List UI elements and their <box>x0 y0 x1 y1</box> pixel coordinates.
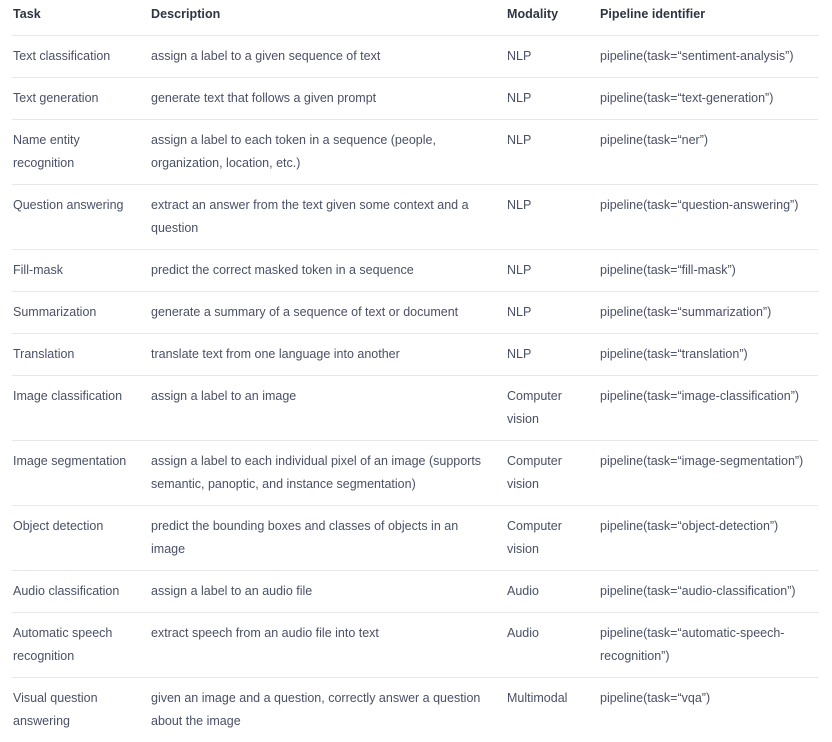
cell-modality: NLP <box>506 36 599 78</box>
cell-task: Text generation <box>12 78 150 120</box>
cell-pipeline: pipeline(task=“translation”) <box>599 334 818 376</box>
cell-pipeline: pipeline(task=“sentiment-analysis”) <box>599 36 818 78</box>
cell-task: Visual question answering <box>12 678 150 742</box>
cell-pipeline: pipeline(task=“audio-classification”) <box>599 571 818 613</box>
column-header-pipeline-identifier: Pipeline identifier <box>599 6 818 36</box>
cell-description: assign a label to a given sequence of text <box>150 36 506 78</box>
cell-pipeline: pipeline(task=“fill-mask”) <box>599 250 818 292</box>
cell-pipeline: pipeline(task=“image-segmentation”) <box>599 441 818 506</box>
table-row <box>12 78 818 120</box>
cell-description: extract an answer from the text given some context and a question <box>150 185 506 250</box>
cell-description: assign a label to each token in a sequence (people, organization, location, etc.) <box>150 120 506 185</box>
supported-tasks-table <box>12 6 818 742</box>
cell-modality: NLP <box>506 185 599 250</box>
cell-task: Name entity recognition <box>12 120 150 185</box>
table-row <box>12 334 818 376</box>
cell-pipeline: pipeline(task=“question-answering”) <box>599 185 818 250</box>
cell-task: Audio classification <box>12 571 150 613</box>
table-row <box>12 292 818 334</box>
cell-modality: Computer vision <box>506 376 599 441</box>
cell-task: Image segmentation <box>12 441 150 506</box>
column-header-task: Task <box>12 6 150 36</box>
table-row <box>12 571 818 613</box>
cell-pipeline: pipeline(task=“ner”) <box>599 120 818 185</box>
cell-description: given an image and a question, correctly answer a question about the image <box>150 678 506 742</box>
cell-description: extract speech from an audio file into text <box>150 613 506 678</box>
table-row <box>12 185 818 250</box>
cell-task: Image classification <box>12 376 150 441</box>
cell-description: translate text from one language into another <box>150 334 506 376</box>
cell-description: predict the bounding boxes and classes of objects in an image <box>150 506 506 571</box>
table-row <box>12 250 818 292</box>
cell-modality: NLP <box>506 120 599 185</box>
cell-pipeline: pipeline(task=“object-detection”) <box>599 506 818 571</box>
cell-task: Translation <box>12 334 150 376</box>
table-row <box>12 376 818 441</box>
table-row <box>12 36 818 78</box>
cell-task: Summarization <box>12 292 150 334</box>
cell-description: generate a summary of a sequence of text or document <box>150 292 506 334</box>
cell-description: predict the correct masked token in a sequence <box>150 250 506 292</box>
cell-task: Automatic speech recognition <box>12 613 150 678</box>
cell-description: assign a label to each individual pixel of an image (supports semantic, panoptic, and instance segmentation) <box>150 441 506 506</box>
cell-description: generate text that follows a given prompt <box>150 78 506 120</box>
table-row <box>12 441 818 506</box>
cell-modality: NLP <box>506 292 599 334</box>
cell-modality: Audio <box>506 613 599 678</box>
table-row <box>12 120 818 185</box>
cell-modality: NLP <box>506 78 599 120</box>
cell-modality: NLP <box>506 334 599 376</box>
cell-task: Object detection <box>12 506 150 571</box>
cell-task: Text classification <box>12 36 150 78</box>
cell-modality: Computer vision <box>506 441 599 506</box>
table-row <box>12 506 818 571</box>
column-header-modality: Modality <box>506 6 599 36</box>
table-header <box>12 6 818 36</box>
cell-pipeline: pipeline(task=“image-classification”) <box>599 376 818 441</box>
cell-pipeline: pipeline(task=“summarization”) <box>599 292 818 334</box>
table-row <box>12 613 818 678</box>
cell-modality: NLP <box>506 250 599 292</box>
cell-modality: Computer vision <box>506 506 599 571</box>
table-header-row <box>12 6 818 36</box>
cell-task: Question answering <box>12 185 150 250</box>
table-row <box>12 678 818 742</box>
cell-pipeline: pipeline(task=“automatic-speech-recognition”) <box>599 613 818 678</box>
cell-pipeline: pipeline(task=“vqa”) <box>599 678 818 742</box>
column-header-description: Description <box>150 6 506 36</box>
cell-description: assign a label to an image <box>150 376 506 441</box>
cell-pipeline: pipeline(task=“text-generation”) <box>599 78 818 120</box>
table-body <box>12 36 818 742</box>
cell-modality: Multimodal <box>506 678 599 742</box>
cell-description: assign a label to an audio file <box>150 571 506 613</box>
cell-modality: Audio <box>506 571 599 613</box>
cell-task: Fill-mask <box>12 250 150 292</box>
